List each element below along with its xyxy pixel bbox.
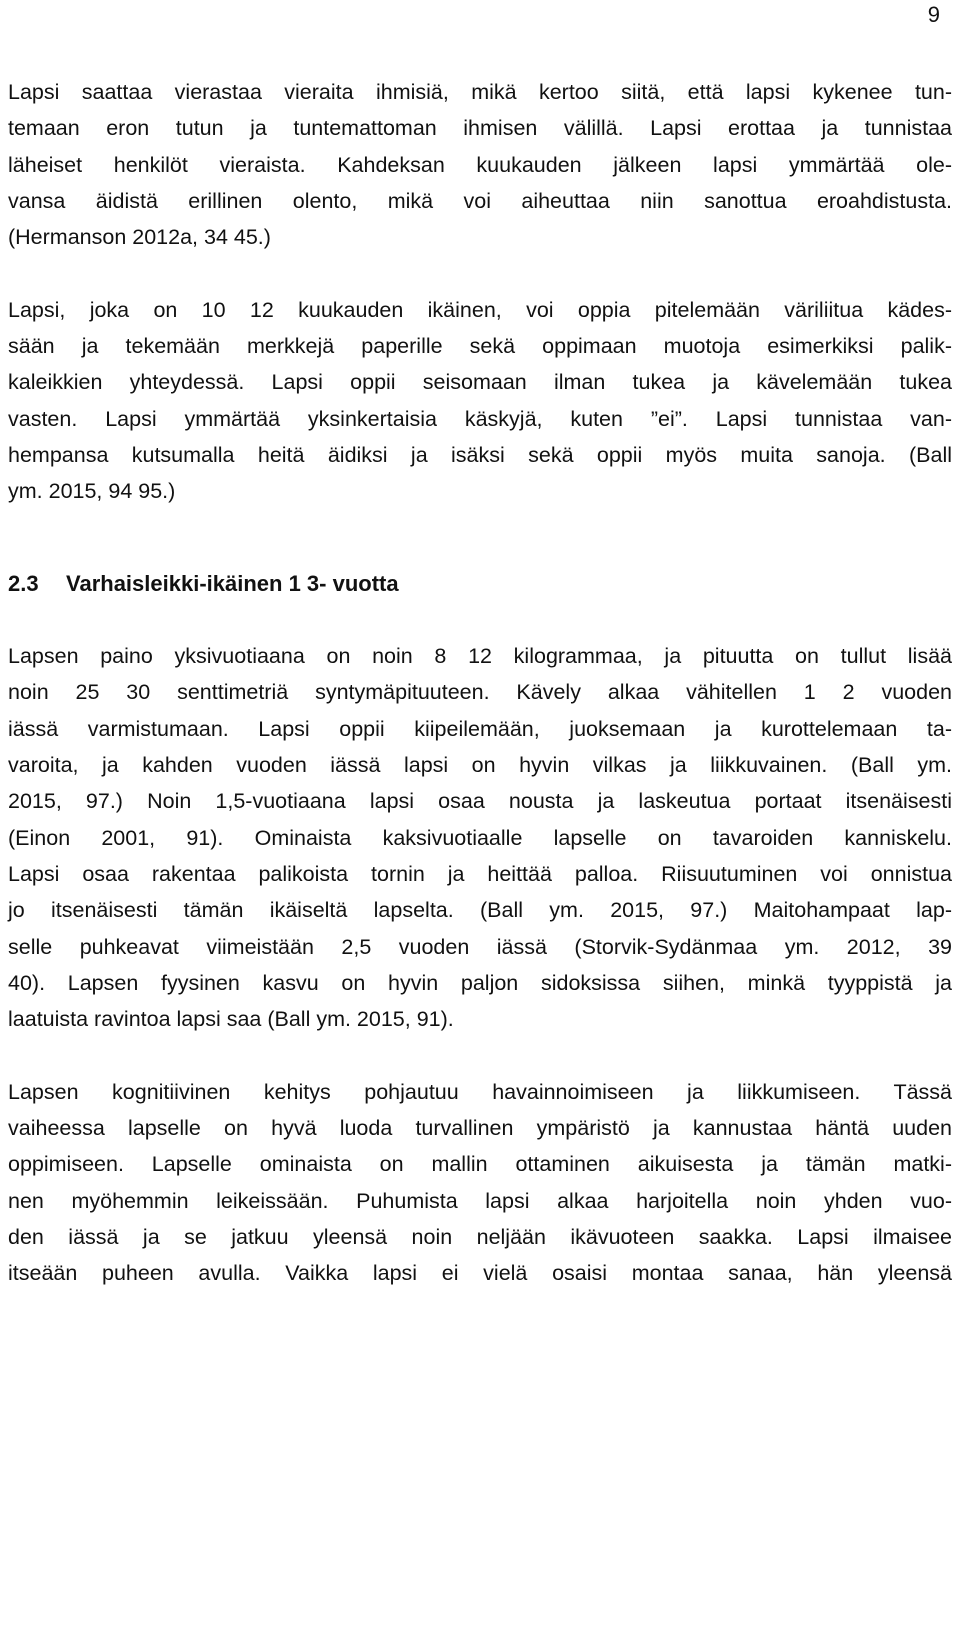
text-line: itseään puheen avulla. Vaikka lapsi ei vielä osaisi montaa sanaa, hän yleensä: [8, 1261, 952, 1286]
section-spacer: [8, 510, 952, 566]
text-line: oppimiseen. Lapselle ominaista on mallin ottaminen aikuisesta ja tämän matki-: [8, 1152, 952, 1177]
text-line: (Einon 2001, 91). Ominaista kaksivuotiaalle lapselle on tavaroiden kanniskelu.: [8, 825, 952, 850]
text-line: den iässä ja se jatkuu yleensä noin neljään ikävuoteen saakka. Lapsi ilmaisee: [8, 1224, 952, 1249]
text-line: Lapsi osaa rakentaa palikoista tornin ja heittää palloa. Riisuutuminen voi onnistua: [8, 861, 952, 886]
text-line: selle puhkeavat viimeistään 2,5 vuoden iässä (Storvik-Sydänmaa ym. 2012, 39: [8, 934, 952, 959]
text-line: Lapsen kognitiivinen kehitys pohjautuu havainnoimiseen ja liikkumiseen. Tässä: [8, 1079, 952, 1104]
text-line: kaleikkien yhteydessä. Lapsi oppii seisomaan ilman tukea ja kävelemään tukea: [8, 370, 952, 395]
paragraph-spacer: [8, 602, 952, 638]
text-line: Lapsen paino yksivuotiaana on noin 8 12 kilogrammaa, ja pituutta on tullut lisää: [8, 644, 952, 669]
text-line: iässä varmistumaan. Lapsi oppii kiipeilemään, juoksemaan ja kurottelemaan ta-: [8, 716, 952, 741]
text-line: 2015, 97.) Noin 1,5-vuotiaana lapsi osaa nousta ja laskeutua portaat itsenäisesti: [8, 789, 952, 814]
text-line: temaan eron tutun ja tuntemattoman ihmisen välillä. Lapsi erottaa ja tunnistaa: [8, 116, 952, 141]
text-line: hempansa kutsumalla heitä äidiksi ja isäksi sekä oppii myös muita sanoja. (Ball: [8, 442, 952, 467]
text-line: Lapsi saattaa vierastaa vieraita ihmisiä, mikä kertoo siitä, että lapsi kykenee tun-: [8, 80, 952, 104]
text-line: läheiset henkilöt vieraista. Kahdeksan kuukauden jälkeen lapsi ymmärtää ole-: [8, 152, 952, 177]
text-line: Lapsi, joka on 10 12 kuukauden ikäinen, voi oppia pitelemään väriliitua kädes-: [8, 297, 952, 322]
page-number: 9: [927, 2, 940, 27]
paragraph-3: [8, 638, 952, 1037]
section-title: Varhaisleikki-ikäinen 1 3- vuotta: [66, 570, 399, 596]
paragraph-1: [8, 74, 952, 255]
paragraph-4: [8, 1074, 952, 1292]
text-line: 40). Lapsen fyysinen kasvu on hyvin paljon sidoksissa siihen, minkä tyyppistä ja: [8, 970, 952, 995]
text-line: vansa äidistä erillinen olento, mikä voi aiheuttaa niin sanottua eroahdistusta.: [8, 188, 952, 213]
page-content: [8, 74, 952, 1292]
text-line: laatuista ravintoa lapsi saa (Ball ym. 2015, 91).: [8, 1007, 454, 1032]
text-line: nen myöhemmin leikeissään. Puhumista lapsi alkaa harjoitella noin yhden vuo-: [8, 1188, 952, 1213]
section-number: 2.3: [8, 570, 39, 596]
text-line: ym. 2015, 94 95.): [8, 479, 176, 504]
section-heading: [8, 566, 952, 602]
paragraph-spacer: [8, 255, 952, 291]
text-line: vaiheessa lapselle on hyvä luoda turvallinen ympäristö ja kannustaa häntä uuden: [8, 1116, 952, 1141]
text-line: vasten. Lapsi ymmärtää yksinkertaisia käskyjä, kuten ”ei”. Lapsi tunnistaa van-: [8, 406, 952, 431]
text-line: varoita, ja kahden vuoden iässä lapsi on hyvin vilkas ja liikkuvainen. (Ball ym.: [8, 753, 952, 778]
text-line: noin 25 30 senttimetriä syntymäpituuteen. Kävely alkaa vähitellen 1 2 vuoden: [8, 680, 952, 705]
text-line: (Hermanson 2012a, 34 45.): [8, 225, 271, 250]
text-line: jo itsenäisesti tämän ikäiseltä lapselta. (Ball ym. 2015, 97.) Maitohampaat lap-: [8, 898, 952, 923]
paragraph-spacer: [8, 1037, 952, 1073]
paragraph-2: [8, 292, 952, 510]
text-line: sään ja tekemään merkkejä paperille sekä oppimaan muotoja esimerkiksi palik-: [8, 334, 952, 359]
